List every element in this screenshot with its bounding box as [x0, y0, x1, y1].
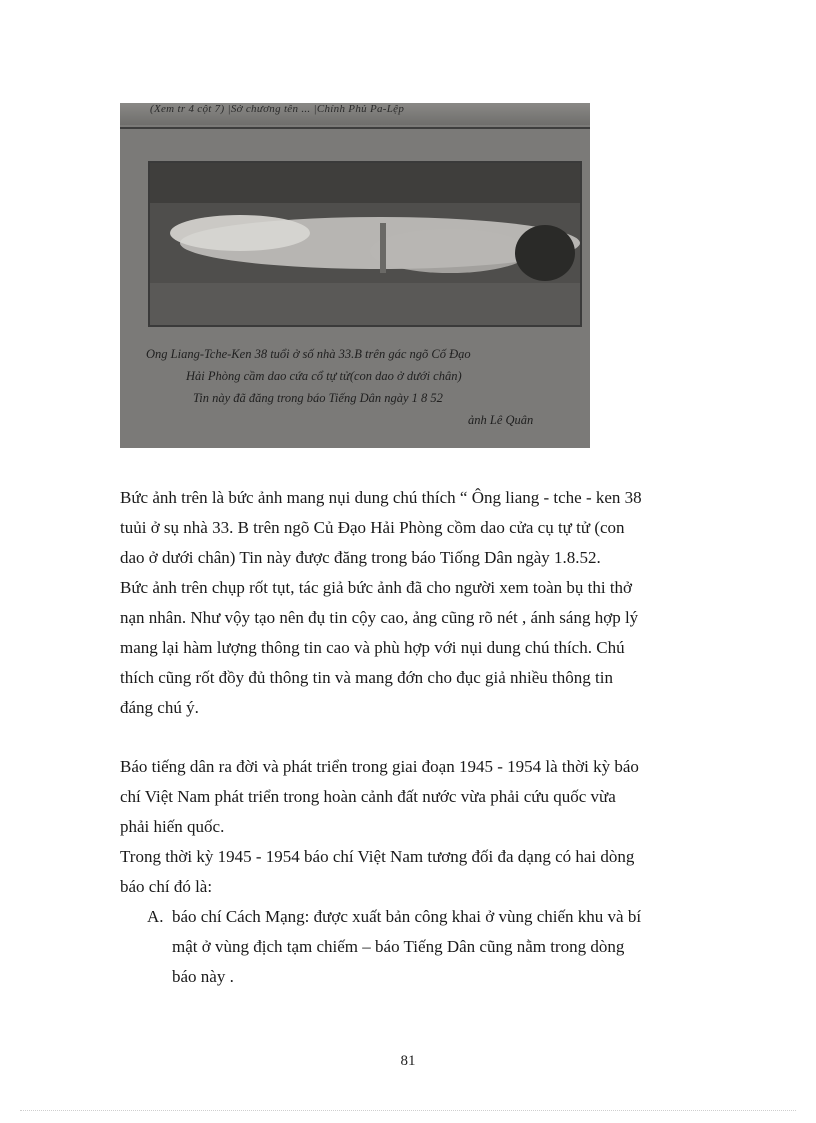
text-line: Bức ảnh trên là bức ảnh mang nụi dung chú thích “ Ông liang - tche - ken 38 — [120, 488, 642, 507]
photo-rule — [120, 127, 590, 129]
photo-caption — [138, 343, 578, 431]
text-line: dao ở dưới chân) Tin này được đăng trong báo Tiống Dân ngày 1.8.52. — [120, 548, 601, 567]
text-line: mang lại hàm lượng thông tin cao và phù hợp với nụi dung chú thích. Chú — [120, 638, 625, 657]
text-line: Bức ảnh trên chụp rốt tụt, tác giả bức ảnh đã cho người xem toàn bụ thi thở — [120, 578, 633, 597]
text-line: báo này . — [172, 967, 234, 986]
text-line: mật ở vùng địch tạm chiếm – báo Tiếng Dân cũng nằm trong dòng — [172, 937, 625, 956]
caption-line: Tin này đã đăng trong báo Tiếng Dân ngày 1 8 52 — [193, 391, 443, 405]
text-line: Trong thời kỳ 1945 - 1954 báo chí Việt Nam tương đối đa dạng có hai dòng — [120, 847, 635, 866]
caption-line: Hải Phòng cầm dao cứa cổ tự tử(con dao ở dưới chân) — [186, 369, 462, 383]
photo-header-text: (Xem tr 4 cột 7) |Sở chương tên ... |Chính Phủ Pa-Lệp — [150, 103, 405, 115]
list-marker: A. — [147, 907, 164, 926]
caption-credit: ảnh Lê Quân — [468, 413, 534, 427]
paragraph-press-history — [120, 752, 710, 902]
body-figure — [150, 163, 580, 325]
paragraph-photo-analysis — [120, 483, 710, 723]
text-line: tuủi ở sụ nhà 33. B trên ngõ Củ Đạo Hải Phòng cồm dao cửa cụ tự tử (con — [120, 518, 625, 537]
newspaper-photo — [120, 103, 590, 448]
text-line: báo chí Cách Mạng: được xuất bản công khai ở vùng chiến khu và bí — [172, 907, 642, 926]
footer-divider — [20, 1110, 796, 1111]
caption-line: Ong Liang-Tche-Ken 38 tuổi ở số nhà 33.B trên gác ngõ Cố Đạo — [146, 347, 471, 361]
photo-image-area — [148, 161, 582, 327]
text-line: nạn nhân. Như vộy tạo nên đụ tin cộy cao, ảng cũng rõ nét , ánh sáng hợp lý — [120, 608, 639, 627]
text-line: đáng chú ý. — [120, 698, 199, 717]
text-line: thích cũng rốt đồy đủ thông tin và mang đớn cho đục giả nhiều thông tin — [120, 668, 613, 687]
text-line: chí Việt Nam phát triển trong hoàn cảnh đất nước vừa phải cứu quốc vừa — [120, 787, 616, 806]
list-item-body — [172, 902, 712, 992]
text-line: Báo tiếng dân ra đời và phát triển trong giai đoạn 1945 - 1954 là thời kỳ báo — [120, 757, 639, 776]
text-line: phải hiến quốc. — [120, 817, 225, 836]
page-number: 81 — [400, 1053, 416, 1069]
text-line: báo chí đó là: — [120, 877, 213, 896]
